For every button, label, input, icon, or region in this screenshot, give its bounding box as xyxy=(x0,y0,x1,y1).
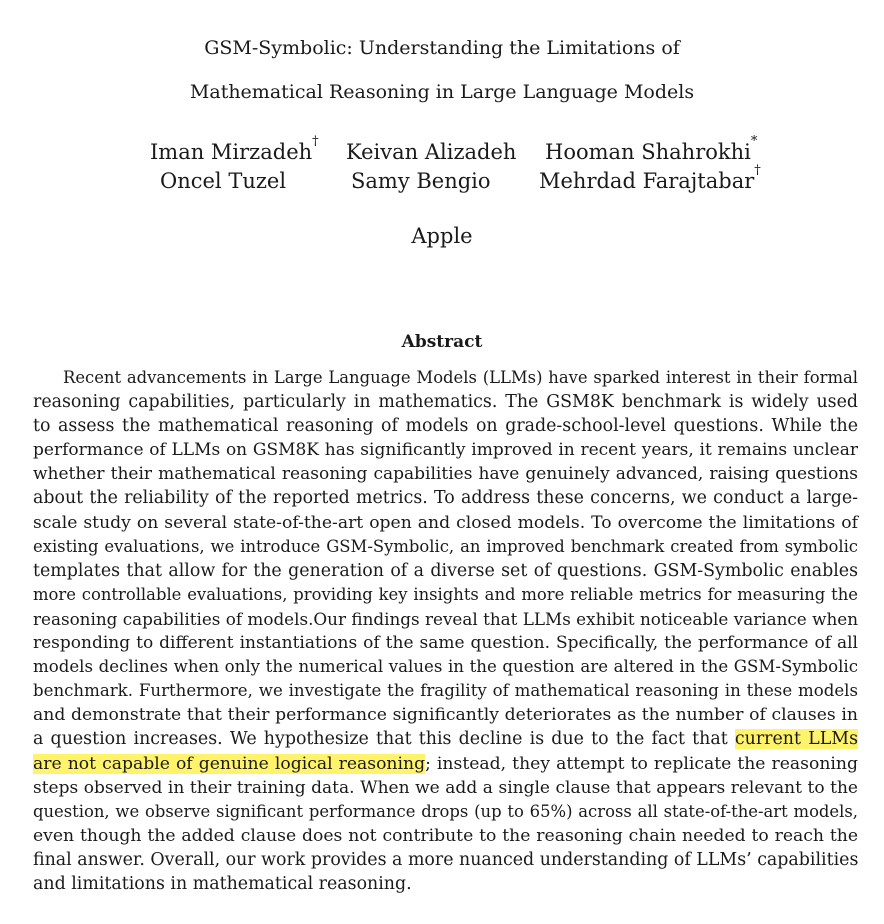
asterisk-mark: * xyxy=(750,134,758,149)
abstract-line: Recent advancements in Large Language Models (LLMs) have sparked interest in their formal xyxy=(63,368,858,387)
abstract-line: responding to different instantiations of the same question. Specifically, the performance of all xyxy=(33,633,858,654)
abstract-line: reasoning capabilities of models.Our findings reveal that LLMs exhibit noticeable variance when xyxy=(33,608,858,629)
abstract-line: and demonstrate that their performance significantly deteriorates as the number of clauses in xyxy=(33,705,858,726)
author-4: Oncel Tuzel xyxy=(160,169,287,193)
abstract-line: more controllable evaluations, providing key insights and more reliable metrics for measuring the xyxy=(33,584,858,604)
abstract-line-highlight-start: a question increases. We hypothesize that this decline is due to the fact that current LLMs xyxy=(33,729,858,750)
author-2: Keivan Alizadeh xyxy=(346,140,517,164)
abstract-line: to assess the mathematical reasoning of models on grade-school-level questions. While the xyxy=(33,416,858,437)
abstract-line: benchmark. Furthermore, we investigate the fragility of mathematical reasoning in these models xyxy=(33,681,858,701)
abstract-body xyxy=(33,366,858,896)
abstract-line: existing evaluations, we introduce GSM-Symbolic, an improved benchmark created from symbolic xyxy=(33,536,858,556)
abstract-line: and limitations in mathematical reasoning. xyxy=(33,873,412,894)
paper-title xyxy=(0,26,884,114)
title-line-2: Mathematical Reasoning in Large Language Models xyxy=(189,81,695,103)
abstract-line: about the reliability of the reported metrics. To address these concerns, we conduct a large- xyxy=(33,488,858,509)
abstract-line: even though the added clause does not contribute to the reasoning chain needed to reach the xyxy=(33,825,858,846)
author-6: Mehrdad Farajtabar† xyxy=(539,163,761,193)
abstract-line: whether their mathematical reasoning capabilities have genuinely advanced, raising questions xyxy=(33,464,858,485)
abstract-line: performance of LLMs on GSM8K has significantly improved in recent years, it remains unclear xyxy=(33,440,858,461)
abstract-line: final answer. Overall, our work provides a more nuanced understanding of LLMs’ capabilities xyxy=(33,849,859,870)
dagger-mark: † xyxy=(312,134,319,149)
affiliation: Apple xyxy=(411,224,473,248)
highlighted-text: current LLMs xyxy=(734,729,858,750)
highlighted-text: are not capable of genuine logical reasoning xyxy=(33,753,426,774)
abstract-line: question, we observe significant performance drops (up to 65%) across all state-of-the-art models, xyxy=(33,801,858,821)
abstract-line: scale study on several state-of-the-art open and closed models. To overcome the limitations of xyxy=(33,512,858,533)
author-1: Iman Mirzadeh† xyxy=(150,134,319,164)
dagger-mark: † xyxy=(754,163,761,178)
abstract-line: steps observed in their training data. When we add a single clause that appears relevant to the xyxy=(33,777,858,798)
abstract-line: templates that allow for the generation of a diverse set of questions. GSM-Symbolic enables xyxy=(33,560,858,581)
author-5: Samy Bengio xyxy=(351,169,491,193)
abstract-heading: Abstract xyxy=(401,332,483,352)
abstract-line-highlight-end: are not capable of genuine logical reasoning; instead, they attempt to replicate the reasoning xyxy=(33,753,858,774)
author-3: Hooman Shahrokhi* xyxy=(545,134,758,164)
abstract-line: reasoning capabilities, particularly in mathematics. The GSM8K benchmark is widely used xyxy=(33,392,858,413)
title-line-1: GSM-Symbolic: Understanding the Limitations of xyxy=(204,37,680,59)
abstract-line: models declines when only the numerical values in the question are altered in the GSM-Symbolic xyxy=(33,657,858,677)
